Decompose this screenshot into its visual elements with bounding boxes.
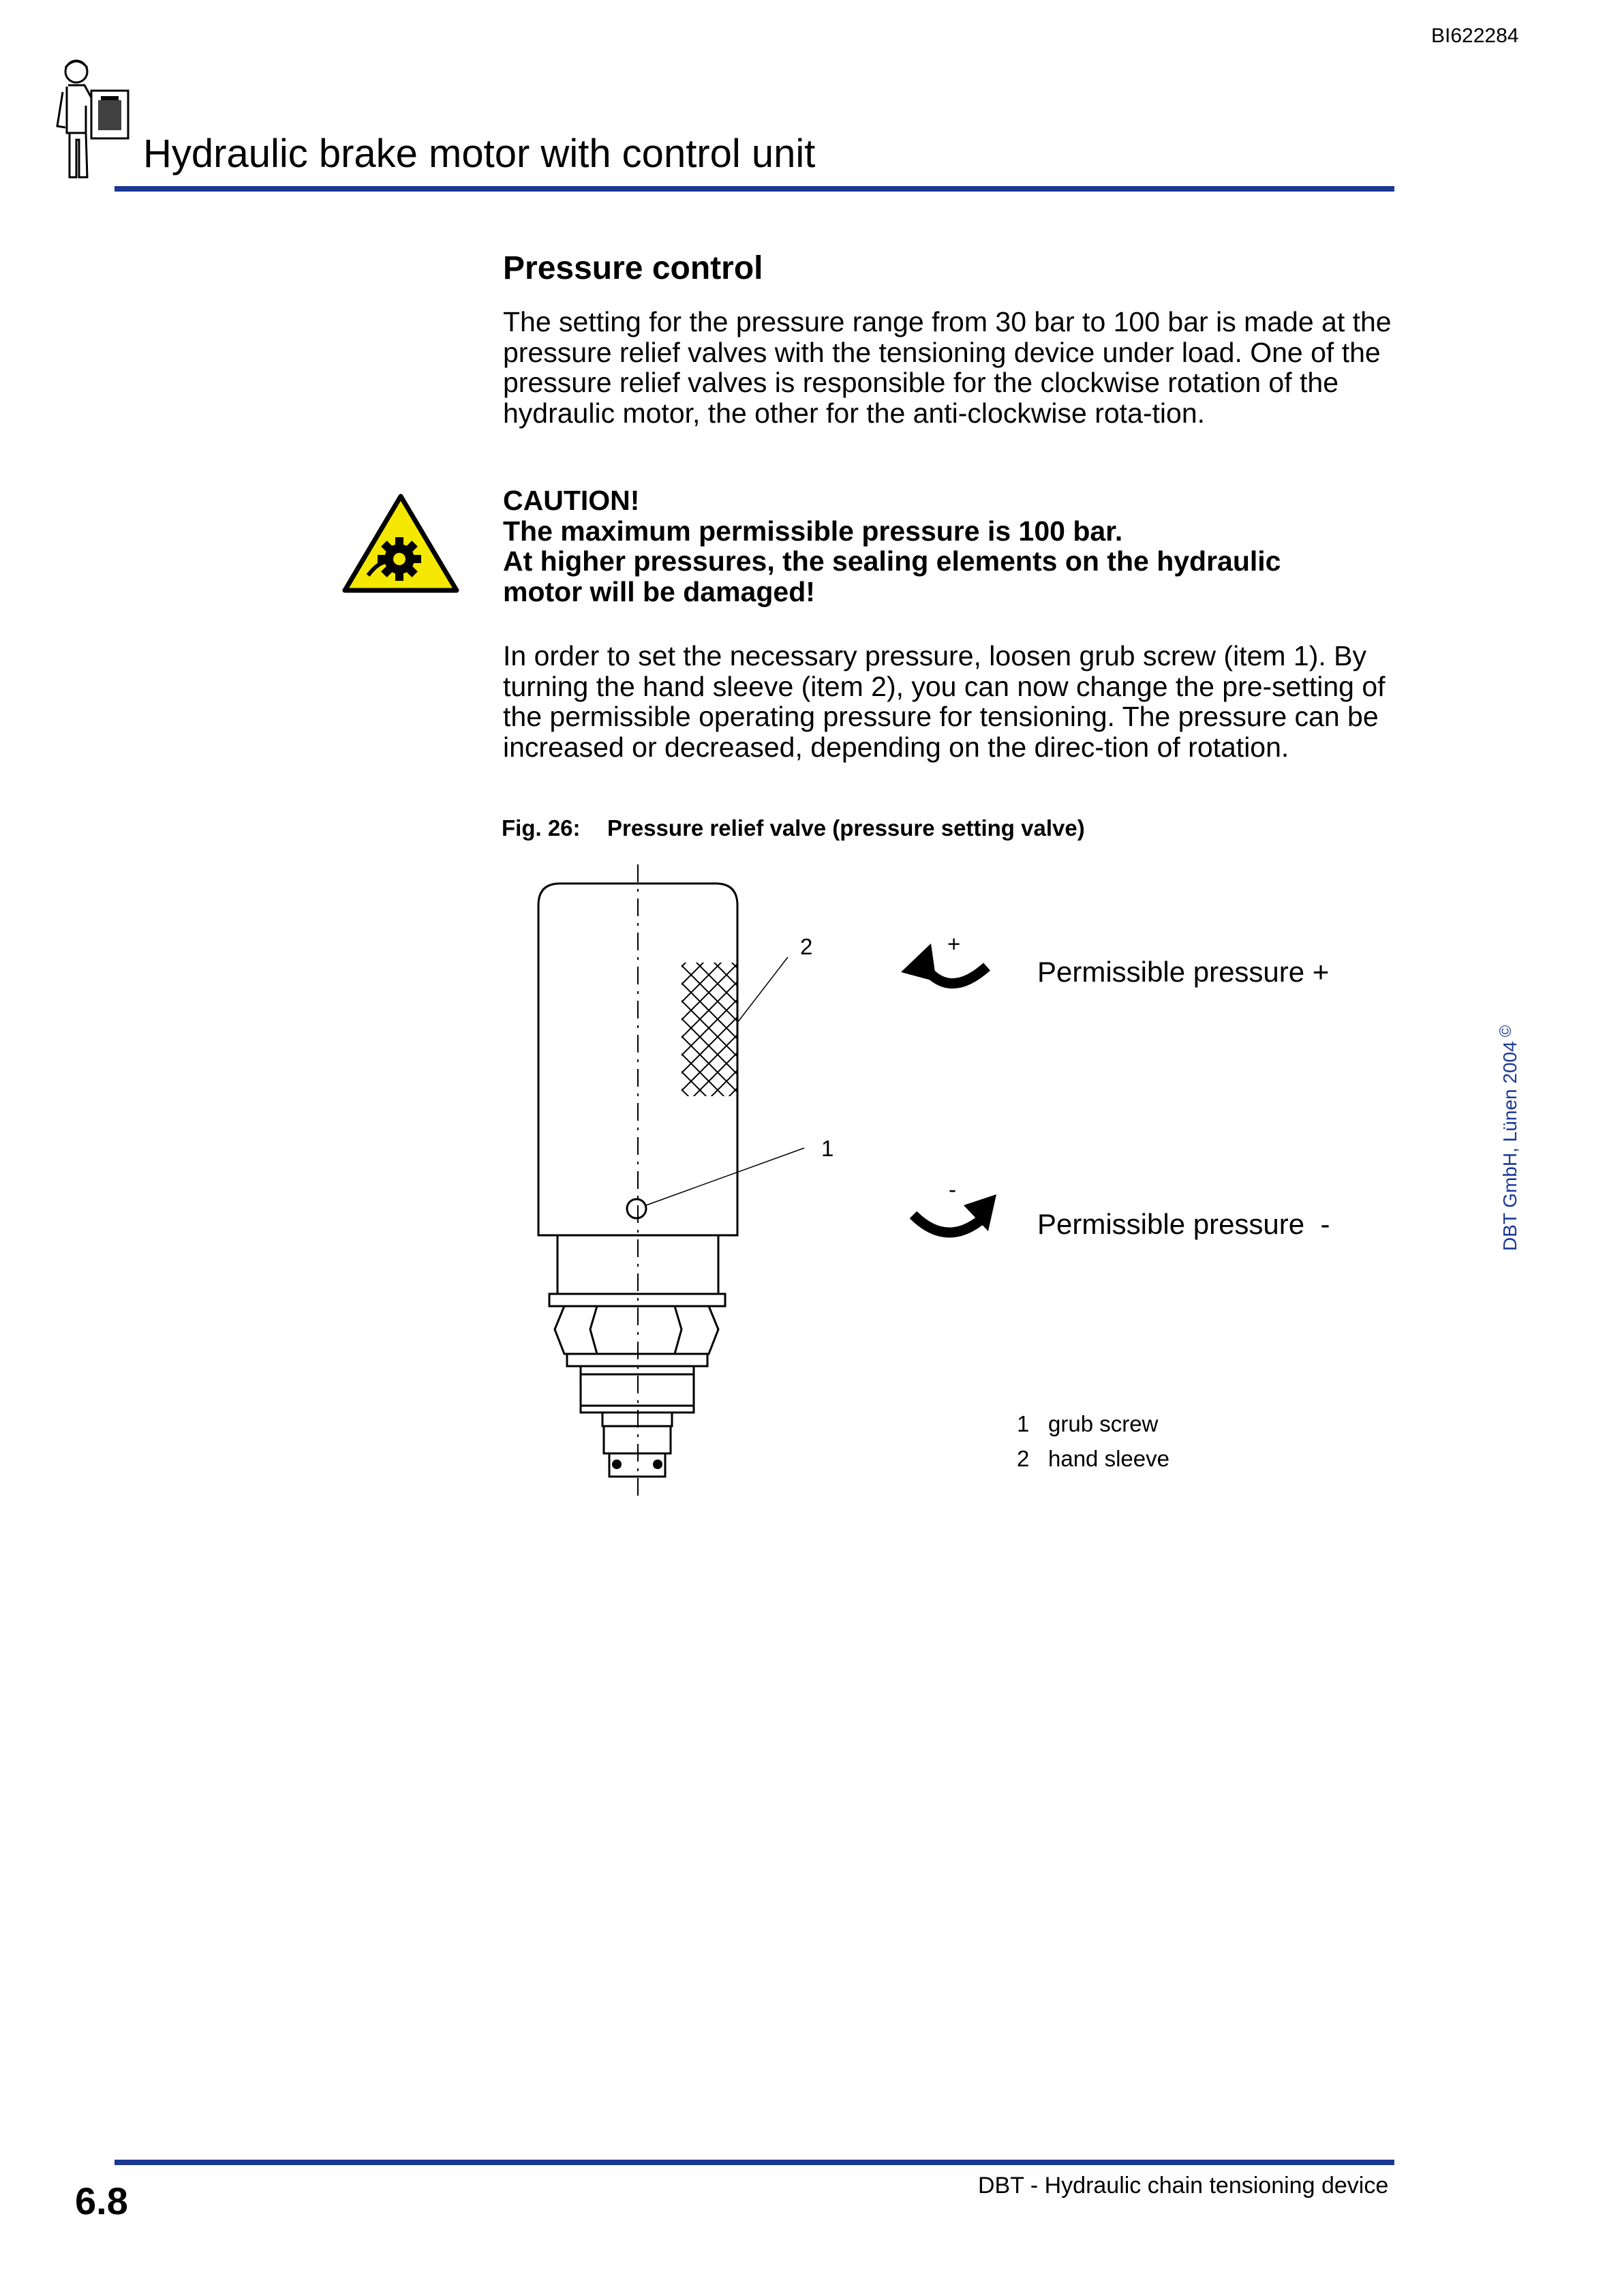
- legend-number: 2: [1017, 1446, 1030, 1471]
- knurled-grip: [682, 963, 737, 1096]
- legend-text: grub screw: [1048, 1411, 1159, 1436]
- page-number: 6.8: [75, 2179, 128, 2222]
- plus-sign: +: [947, 931, 961, 956]
- figure-number: Fig. 26:: [502, 815, 581, 841]
- legend-item: [1017, 1446, 1169, 1472]
- grub-screw: [627, 1199, 646, 1218]
- legend-number: 1: [1017, 1411, 1030, 1436]
- label-pressure-decrease: Permissible pressure -: [1037, 1208, 1330, 1240]
- caution-line-1: The maximum permissible pressure is 100 bar.: [503, 515, 1123, 547]
- rotate-increase-icon: [901, 943, 987, 984]
- copyright-note: [1497, 1025, 1521, 1251]
- section-heading: Pressure control: [503, 250, 763, 286]
- copyright-symbol: ©: [1497, 1025, 1515, 1038]
- legend-text: hand sleeve: [1048, 1446, 1169, 1471]
- label-pressure-increase: Permissible pressure +: [1037, 956, 1330, 988]
- paragraph-instructions: In order to set the necessary pressure, loosen grub screw (item 1). By turning the hand sleeve (item 2), you can now change the pre-setting of the permissible operating pressure for tensioning. The pressure can be increased or decreased, depending on the direc-tion of rotation.: [503, 640, 1386, 763]
- legend-item: [1017, 1411, 1158, 1437]
- minus-sign: -: [949, 1177, 956, 1202]
- document-id: BI622284: [1431, 25, 1519, 47]
- page-title: Hydraulic brake motor with control unit: [143, 132, 816, 176]
- caution-line-2: At higher pressures, the sealing elements on the hydraulic motor will be damaged!: [503, 545, 1281, 607]
- footer-rule: [114, 2160, 1394, 2165]
- paragraph-intro: The setting for the pressure range from 30 bar to 100 bar is made at the pressure relief valves with the tensioning device under load. One of the pressure relief valves is responsible for the clockwise rotation of the hydraulic motor, the other for the anti-clockwise rota-tion.: [503, 306, 1392, 429]
- caution-title: CAUTION!: [503, 485, 640, 516]
- copyright-text: DBT GmbH, Lünen 2004: [1499, 1041, 1520, 1251]
- footer-title: DBT - Hydraulic chain tensioning device: [978, 2173, 1389, 2199]
- callout-2: 2: [800, 934, 813, 959]
- callout-1: 1: [821, 1136, 834, 1161]
- figure-title: Pressure relief valve (pressure setting valve): [607, 815, 1085, 841]
